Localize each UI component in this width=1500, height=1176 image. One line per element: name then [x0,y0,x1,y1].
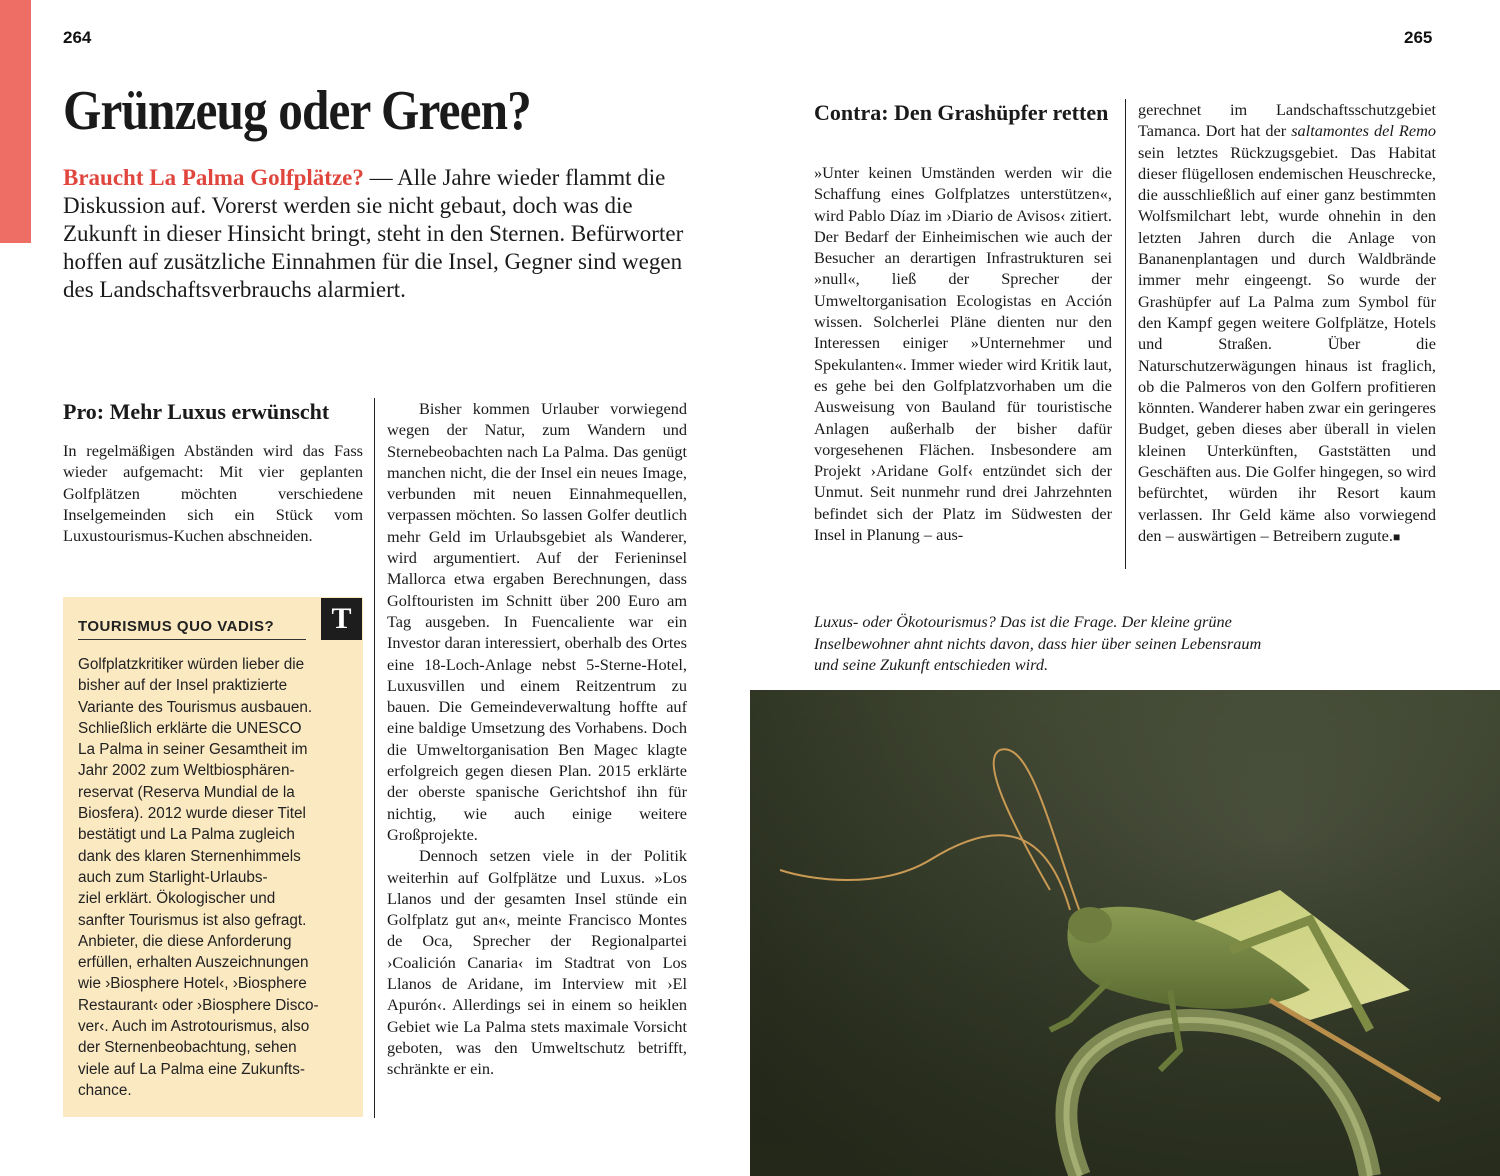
photo-caption: Luxus- oder Ökotourismus? Das ist die Frage. Der kleine grüne Inselbewohner ahnt nichts davon, dass hier über seinen Lebensraum und seine Zukunft entschieden wird. [814,612,1262,674]
article-lead [63,164,693,304]
page-number-right: 265 [1404,28,1433,47]
info-box-badge: T [321,598,362,640]
pro-intro-text: In regelmäßigen Abständen wird das Fass wieder aufgemacht: Mit vier geplanten Golfplätzen möchten verschiedene Inselgemeinden sich ein Stück vom Luxustourismus-Kuchen abschneiden. [63,441,363,546]
lead-text: — Alle Jahre wieder flammt die Diskussion auf. Vorerst werden sie nicht gebaut, doch was die Zukunft in dieser Hinsicht bringt, steht in den Sternen. Befürworter hoffen auf zusätzliche Einnahmen für die Insel, Gegner sind wegen des Landschaftsverbrauchs alarmiert. [63,165,684,302]
contra-italic-species: saltamontes del Remo [1291,121,1436,141]
info-box-heading: TOURISMUS QUO VADIS? [78,618,306,640]
contra-text-2a: gerechnet im Landschaftsschutzgebiet Tamanca. Dort hat der [1138,100,1436,141]
pro-paragraph-1: Bisher kommen Urlauber vorwiegend wegen der Natur, zum Wandern und Sternebeobachten nach La Palma. Das genügt manchen nicht, die der Insel ein neues Image, verbunden mit neuen Einnahmequellen, verpassen möchten. So lassen Golfer deutlich mehr Geld im Urlaubsgebiet als Wanderer, wird argumentiert. Auf der Ferieninsel Mallorca etwa ergaben Berechnungen, dass Golftouristen im Schnitt über 200 Euro am Tag ausgeben. In Fuencaliente war ein Investor daran interessiert, oberhalb des Ortes eine 18-Loch-Anlage nebst 5-Sterne-Hotel, Luxusvillen und einem Reitzentrum zu bauen. Die Gemeindeverwaltung hoffte auf eine baldige Umsetzung des Vorhabens. Doch die Umweltorganisation Ben Magec klagte erfolgreich gegen diesen Plan. 2015 erklärte der oberste spanische Gerichtshof ihn für nichtig, wie auch einige weitere Großprojekte. [387,399,687,844]
lead-highlight: Braucht La Palma Golfplätze? [63,165,364,190]
contra-text-2b: sein letztes Rückzugsgebiet. Das Habitat dieser flügellosen endemischen Heuschrecke, die ausschließlich auf einer ganz bestimmten Wolfsmilchart lebt, wurde ohnehin in den letzten Jahren durch die Anlage von Bananenplantagen und durch Waldbrände immer mehr eingeengt. So wurde der Grashüpfer auf La Palma zum Symbol für den Kampf gegen weitere Golfplätze, Hotels und Straßen. Über die Naturschutzerwägungen hinaus ist fraglich, ob die Palmeros von den Golfern profitieren könnten. Wanderer haben zwar ein geringeres Budget, geben dieses aber überall in vielen kleinen Unterkünften, Gaststätten und Geschäften aus. Die Golfer hingegen, so wird befürchtet, würden ihr Resort kaum verlassen. Ihr Geld käme also vorwiegend den – auswärtigen – Betreibern zugute. [1138,142,1436,545]
grasshopper-photo [750,690,1500,1176]
column-divider-1 [374,398,375,1118]
page-number-left: 264 [63,28,92,47]
pro-body [387,398,687,1080]
chapter-color-tab [0,0,31,243]
contra-column-1 [814,162,1112,545]
column-divider-2 [1125,99,1126,569]
head [1068,907,1112,943]
pro-paragraph-2: Dennoch setzen viele in der Politik weiterhin auf Golfplätze und Luxus. »Los Llanos und der gesamten Insel stünde ein Golfplatz gut an«, meinte Francisco Montes de Oca, Sprecher der Regionalpartei ›Coalición Canaria‹ im Stadtrat von Los Llanos de Aridane, im Interview mit ›El Apurón‹. Allerdings sei in einem so heiklen Gebiet wie La Palma stets maximale Vorsicht geboten, was den Umweltschutz betrifft, schränkte er ein. [387,846,687,1079]
end-mark-icon: ■ [1392,529,1401,544]
pro-heading: Pro: Mehr Luxus erwünscht [63,399,330,424]
article-title: Grünzeug oder Green? [63,80,531,142]
contra-heading: Contra: Den Grashüpfer retten [814,100,1109,125]
info-box-text: Golfplatzkritiker würden lieber die bisher auf der Insel praktizierte Variante des Tourismus ausbauen. Schließlich erklärte die UNESCO La Palma in seiner Gesamtheit im Jahr 2002 zum Weltbiosphären- reservat (Reserva Mundial de la Biosfera). 2012 wurde dieser Titel bestätigt und La Palma zugleich dank des klaren Sternenhimmels auch zum Starlight-Urlaubs- ziel erklärt. Ökologischer und sanfter Tourismus ist also gefragt. Anbieter, die diese Anforderung erfüllen, erhalten Auszeichnungen wie ›Biosphere Hotel‹, ›Biosphere Restaurant‹ oder ›Biosphere Disco- ver‹. Auch im Astrotourismus, also der Sternenbeobachtung, sehen viele auf La Palma eine Zukunfts- chance. [78,656,319,1099]
contra-text-1: »Unter keinen Umständen werden wir die Schaffung eines Golfplatzes unterstützen«, wird Pablo Díaz im ›Diario de Avisos‹ zitiert. Der Bedarf der Einheimischen wie auch der Besucher an derartigen Infrastrukturen sei »null«, ließ der Sprecher der Umweltorganisation Ecologistas en Acción wissen. Solcherlei Pläne dienten nur den Interessen einiger »Unternehmer und Spekulanten«. Immer wieder wird Kritik laut, es gehe bei den Golfplatzvorhaben um die Ausweisung von Bauland für touristische Anlagen außerhalb der bisher dafür vorgesehenen Flächen. Insbesondere am Projekt ›Aridane Golf‹ entzündet sich der Unmut. Seit nunmehr rund drei Jahrzehnten befindet sich der Platz im Südwesten der Insel in Planung – aus- [814,163,1112,545]
contra-column-2 [1138,99,1436,548]
pro-intro [63,440,363,546]
